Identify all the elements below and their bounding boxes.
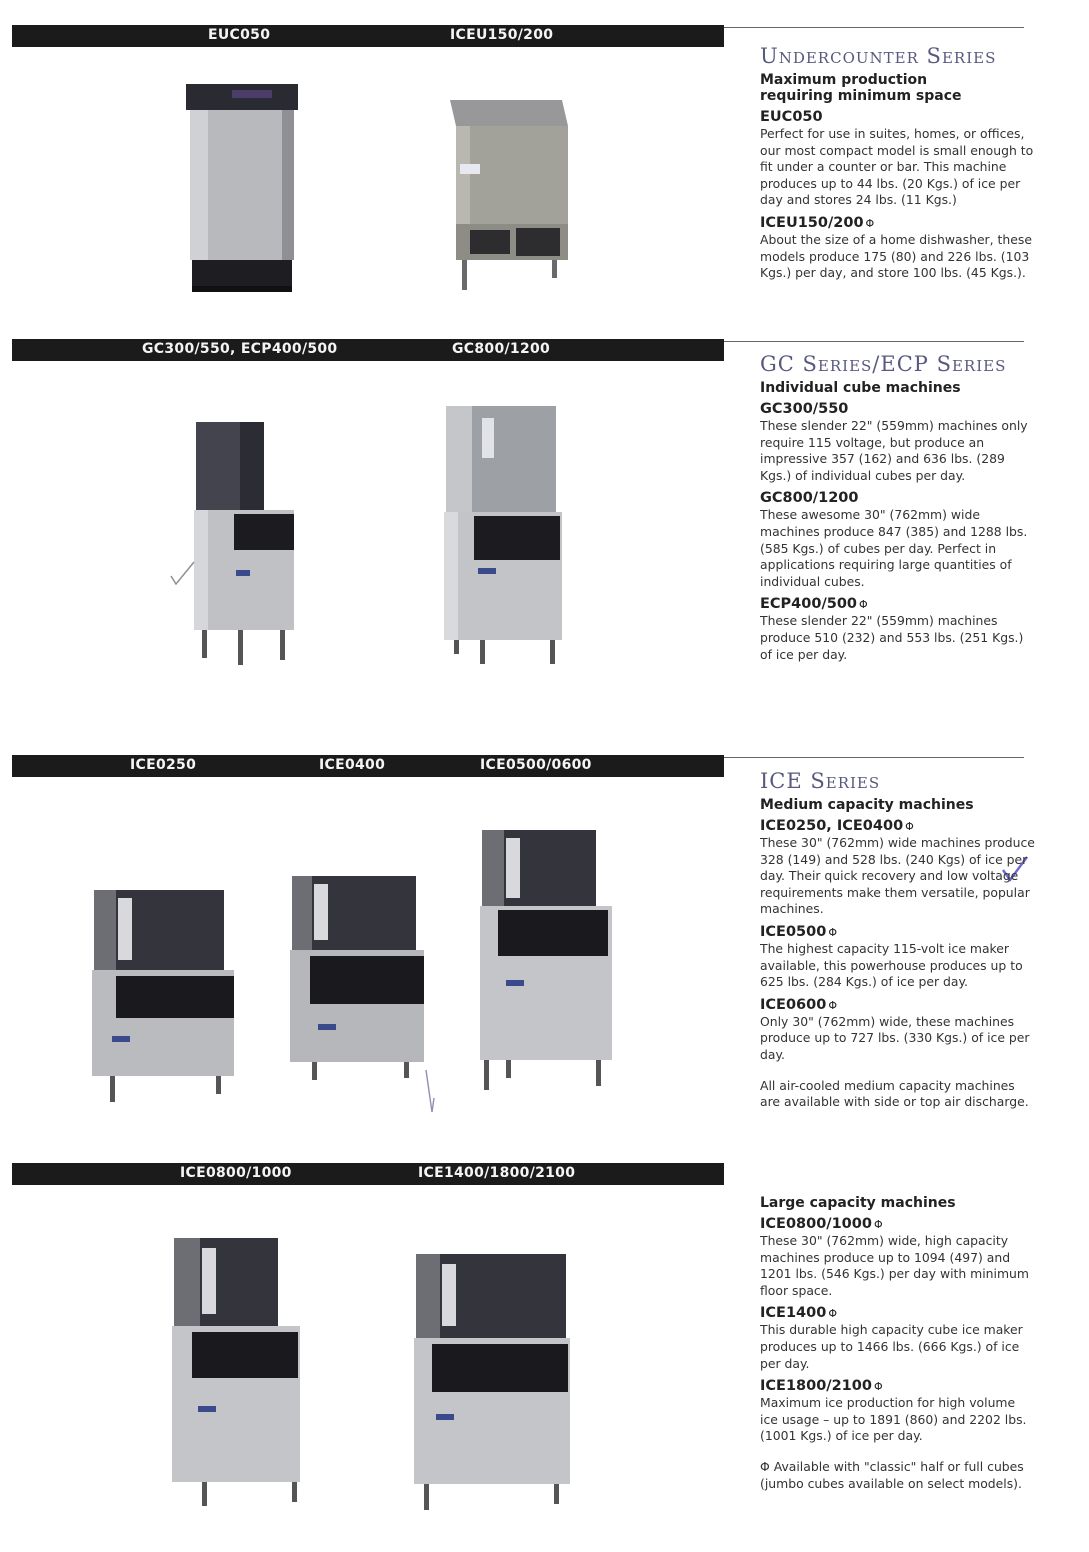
model-heading: ICE1400 $^\Phi$ (760, 1305, 837, 1322)
model-heading: ICE0600 $^\Phi$ (760, 996, 837, 1013)
ice0800-machine-image (168, 1236, 304, 1516)
section-bar-gc (12, 339, 724, 361)
model-description: The highest capacity 115-volt ice maker available, this powerhouse produces up to 625 lbs. (284 Kgs.) of ice per day. (760, 940, 1023, 990)
check-mark-icon (168, 558, 198, 588)
series-title: GC Series/ECP Series (760, 352, 1007, 376)
undercounter-text-column (760, 44, 1035, 288)
series-subtitle (760, 72, 1035, 104)
subtitle-line: requiring minimum space (760, 88, 962, 104)
gc800-machine-image (440, 404, 570, 669)
model-description: These awesome 30" (762mm) wide machines produce 847 (385) and 1288 lbs. (585 Kgs.) of cubes per day. Perfect in applications requiring large quantities of individual cubes. (760, 507, 1028, 589)
bar-label-ice0800: ICE0800/1000 (180, 1165, 292, 1181)
model-description: Perfect for use in suites, homes, or offices, our most compact model is small enough to fit under a counter or bar. This machine produces up to 44 lbs. (20 Kgs.) of ice per day and stores 24 lbs. (11 Kgs.) (760, 126, 1034, 208)
bar-label-ice0500: ICE0500/0600 (480, 757, 592, 773)
section-rule (724, 27, 1024, 28)
model-heading: ICE0250, ICE0400 $^\Phi$ (760, 818, 914, 834)
model-heading: ICE0500 $^\Phi$ (760, 923, 837, 940)
model-description: This durable high capacity cube ice maker produces up to 1466 lbs. (666 Kgs.) of ice per day. (760, 1322, 1023, 1371)
model-heading: ECP400/500 $^\Phi$ (760, 596, 868, 613)
iceu150-machine-image (446, 96, 576, 296)
model-description: Maximum ice production for high volume ice usage – up to 1891 (860) and 2202 lbs. (1001 Kgs.) of ice per day. (760, 1395, 1027, 1444)
series-subtitle: Medium capacity machines (760, 797, 974, 813)
section-bar-large (12, 1163, 724, 1185)
check-mark-icon (422, 1068, 448, 1118)
model-description: These slender 22" (559mm) machines produce 510 (232) and 553 lbs. (251 Kgs.) of ice per day. (760, 613, 1024, 662)
model-description: These slender 22" (559mm) machines only require 115 voltage, but produce an impressive 357 (162) and 636 lbs. (289 Kgs.) of individual cubes per day. (760, 418, 1028, 483)
bar-label-euc050: EUC050 (208, 27, 271, 43)
model-heading: ICE0800/1000 $^\Phi$ (760, 1216, 883, 1232)
series-title: Undercounter Series (760, 44, 997, 68)
model-description: Only 30" (762mm) wide, these machines produce up to 727 lbs. (330 Kgs.) of ice per day. (760, 1013, 1030, 1062)
large-text-column (760, 1195, 1035, 1498)
gc-text-column (760, 352, 1035, 669)
model-description: These 30" (762mm) wide, high capacity machines produce up to 1094 (497) and 1201 lbs. (546 Kgs.) per day with minimum floor space. (760, 1233, 1029, 1298)
section-bar-ice (12, 755, 724, 777)
bar-label-gc300: GC300/550, ECP400/500 (142, 341, 338, 357)
ice0250-machine-image (88, 888, 238, 1108)
gc300-machine-image (190, 420, 305, 665)
model-description: These 30" (762mm) wide machines produce 328 (149) and 528 lbs. (240 Kgs) of ice per day. Their quick recovery and low voltage requirements make them versatile, popular machines. (760, 835, 1035, 917)
ice-text-column (760, 769, 1035, 1117)
series-title: ICE Series (760, 769, 881, 793)
ice0500-machine-image (476, 828, 616, 1096)
bar-label-iceu150: ICEU150/200 (450, 27, 554, 43)
model-heading: GC300/550 (760, 401, 849, 417)
bar-label-ice1400: ICE1400/1800/2100 (418, 1165, 576, 1181)
ice0400-machine-image (288, 874, 428, 1094)
section-rule (724, 341, 1024, 342)
euc050-machine-image (182, 82, 302, 297)
section-rule (724, 757, 1024, 758)
series-subtitle: Individual cube machines (760, 380, 961, 396)
subtitle-line: Maximum production (760, 72, 928, 88)
model-description: About the size of a home dishwasher, these models produce 175 (80) and 226 lbs. (103 Kgs.) per day, and store 100 lbs. (45 Kgs.). (760, 231, 1032, 281)
bar-label-gc800: GC800/1200 (452, 341, 551, 357)
footnote: Φ Available with "classic" half or full cubes (jumbo cubes available on select models). (760, 1458, 1024, 1491)
series-note: All air-cooled medium capacity machines are available with side or top air discharge. (760, 1077, 1029, 1110)
ice1400-machine-image (410, 1252, 575, 1514)
section-bar-undercounter (12, 25, 724, 47)
model-heading: ICE1800/2100 $^\Phi$ (760, 1378, 883, 1395)
bar-label-ice0250: ICE0250 (130, 757, 197, 773)
series-subtitle: Large capacity machines (760, 1195, 956, 1211)
bar-label-ice0400: ICE0400 (319, 757, 386, 773)
model-heading: GC800/1200 (760, 490, 859, 507)
model-heading: EUC050 (760, 109, 823, 125)
model-heading: ICEU150/200 $^\Phi$ (760, 214, 875, 231)
